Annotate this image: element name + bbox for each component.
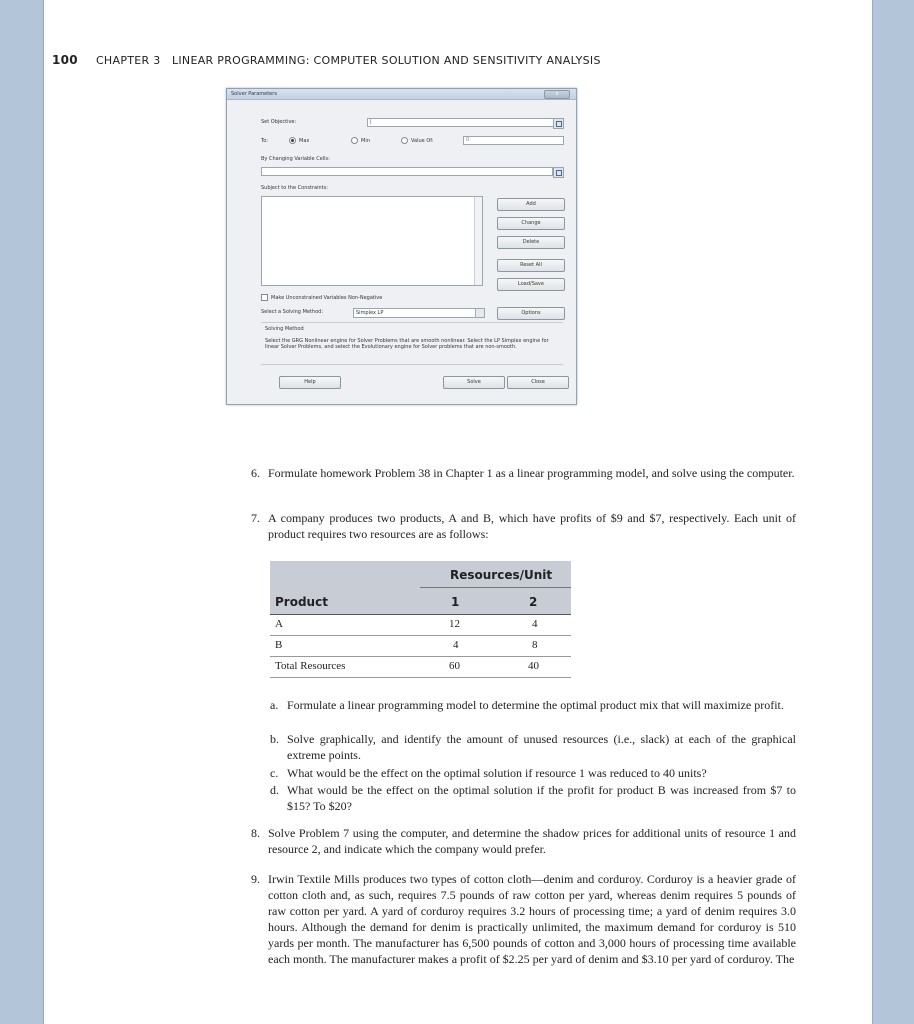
table-cell-product: A xyxy=(275,618,283,630)
value-of-label: Value Of: xyxy=(411,138,434,144)
subquestion-text: Formulate a linear programming model to determine the optimal product mix that will maximize profit. xyxy=(287,698,784,712)
radio-icon xyxy=(351,137,358,144)
nonnegative-checkbox[interactable] xyxy=(261,294,382,301)
max-label: Max xyxy=(299,138,310,144)
nonnegative-label: Make Unconstrained Variables Non-Negative xyxy=(271,295,383,301)
objective-ref-button[interactable] xyxy=(553,118,564,129)
checkbox-icon xyxy=(261,294,268,301)
chapter-title: CHAPTER 3 LINEAR PROGRAMMING: COMPUTER SOLUTION AND SENSITIVITY ANALYSIS xyxy=(95,54,601,67)
subquestion-letter: d. xyxy=(270,783,279,797)
max-radio[interactable] xyxy=(289,137,309,144)
table-rule xyxy=(270,656,571,657)
question-text: Irwin Textile Mills produces two types of cotton cloth—denim and corduroy. Corduroy is a heavier grade of cotton cloth and, as such, requires 7.5 pounds of raw cotton per yard, whereas denim requires 5 pounds of raw cotton per yard. A yard of corduroy requires 3.2 hours of processing time; a yard of denim requires 3.0 hours. Although the demand for denim is practically unlimited, the maximum demand for corduroy is 510 yards per month. The manufacturer has 6,500 pounds of cotton and 3,000 hours of processing time available each month. The manufacturer makes a profit of $2.25 per yard of denim and $3.10 per yard of corduroy. The xyxy=(268,872,796,966)
close-button[interactable]: Close xyxy=(507,376,569,389)
divider xyxy=(261,364,563,365)
question-7d xyxy=(270,782,796,814)
question-6 xyxy=(251,465,796,481)
min-radio[interactable] xyxy=(351,137,370,144)
question-text: Solve Problem 7 using the computer, and determine the shadow prices for additional units of resource 1 and resource 2, and indicate which the company would prefer. xyxy=(268,826,796,856)
resource-1-header: 1 xyxy=(451,595,460,609)
changing-cells-input[interactable] xyxy=(261,167,553,176)
table-cell-r2: 4 xyxy=(532,618,538,630)
question-number: 8. xyxy=(251,826,260,840)
dialog-titlebar xyxy=(227,89,576,100)
header-rule xyxy=(420,587,571,588)
close-icon[interactable]: x xyxy=(544,90,570,99)
table-cell-product: B xyxy=(275,639,283,651)
subquestion-text: What would be the effect on the optimal solution if the profit for product B was increased from $7 to $15? To $20? xyxy=(287,783,796,813)
resources-unit-header: Resources/Unit xyxy=(450,568,553,582)
solving-method-select[interactable] xyxy=(353,308,485,318)
question-7 xyxy=(251,510,796,542)
solve-button[interactable]: Solve xyxy=(443,376,505,389)
table-rule xyxy=(270,614,571,615)
table-cell-r1: 12 xyxy=(449,618,460,630)
table-rule xyxy=(270,635,571,636)
solving-method-heading: Solving Method xyxy=(265,326,304,332)
reset-all-button[interactable]: Reset All xyxy=(497,259,565,272)
changing-ref-button[interactable] xyxy=(553,167,564,178)
table-cell-r1: 60 xyxy=(449,660,460,672)
question-7c xyxy=(270,765,796,781)
radio-selected-icon xyxy=(289,137,296,144)
table-cell-r2: 8 xyxy=(532,639,538,651)
question-number: 9. xyxy=(251,872,260,886)
solver-parameters-dialog xyxy=(226,88,577,405)
table-cell-r2: 40 xyxy=(528,660,539,672)
question-text: Formulate homework Problem 38 in Chapter 1 as a linear programming model, and solve using the computer. xyxy=(268,466,795,480)
range-select-icon xyxy=(556,121,562,127)
options-button[interactable]: Options xyxy=(497,307,565,320)
range-select-icon xyxy=(556,170,562,176)
min-label: Min xyxy=(361,138,370,144)
question-number: 6. xyxy=(251,466,260,480)
solving-method-description: Select the GRG Nonlinear engine for Solver Problems that are smooth nonlinear. Select the LP Simplex engine for linear Solver Problems, and select the Evolutionary engine for Solver problems that are non-smooth. xyxy=(265,338,549,350)
subquestion-letter: c. xyxy=(270,766,279,780)
page-header xyxy=(52,53,601,67)
delete-button[interactable]: Delete xyxy=(497,236,565,249)
dialog-title: Solver Parameters xyxy=(231,91,277,97)
subquestion-letter: a. xyxy=(270,698,279,712)
load-save-button[interactable]: Load/Save xyxy=(497,278,565,291)
page-number: 100 xyxy=(52,53,78,67)
subquestion-text: What would be the effect on the optimal solution if resource 1 was reduced to 40 units? xyxy=(287,766,707,780)
radio-icon xyxy=(401,137,408,144)
subquestion-text: Solve graphically, and identify the amount of unused resources (i.e., slack) at each of the graphical extreme points. xyxy=(287,732,796,762)
add-button[interactable]: Add xyxy=(497,198,565,211)
resource-2-header: 2 xyxy=(529,595,538,609)
question-9 xyxy=(251,871,796,967)
constraints-scrollbar[interactable] xyxy=(474,197,482,285)
chevron-down-icon xyxy=(475,309,484,317)
solving-method-value: Simplex LP xyxy=(356,310,384,316)
change-button[interactable]: Change xyxy=(497,217,565,230)
value-of-radio[interactable] xyxy=(401,137,434,144)
set-objective-label: Set Objective: xyxy=(261,119,297,125)
value-of-input[interactable]: 0 xyxy=(463,136,564,145)
table-rule xyxy=(270,677,571,678)
question-number: 7. xyxy=(251,511,260,525)
changing-cells-label: By Changing Variable Cells: xyxy=(261,156,330,162)
question-7b xyxy=(270,731,796,763)
to-label: To: xyxy=(261,138,268,144)
question-8 xyxy=(251,825,796,857)
constraints-label: Subject to the Constraints: xyxy=(261,185,328,191)
help-button[interactable]: Help xyxy=(279,376,341,389)
set-objective-input[interactable]: | xyxy=(367,118,555,127)
question-text: A company produces two products, A and B, which have profits of $9 and $7, respectively. Each unit of product requires two resources are as follows: xyxy=(268,511,796,541)
table-cell-product: Total Resources xyxy=(275,660,346,672)
subquestion-letter: b. xyxy=(270,732,279,746)
table-cell-r1: 4 xyxy=(453,639,459,651)
product-header: Product xyxy=(275,595,328,609)
question-7a xyxy=(270,697,796,713)
constraints-list[interactable] xyxy=(261,196,483,286)
divider xyxy=(261,322,563,323)
solving-method-label: Select a Solving Method: xyxy=(261,309,324,315)
